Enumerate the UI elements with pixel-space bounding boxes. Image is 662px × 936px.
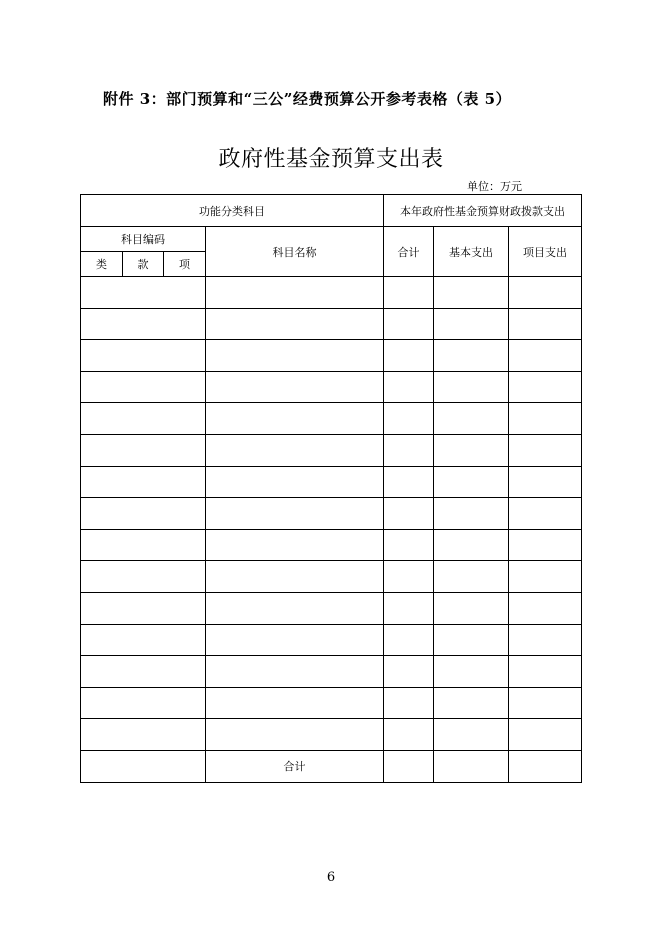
total-amount-cell xyxy=(384,624,434,656)
total-amount-header: 合计 xyxy=(384,227,434,277)
total-row xyxy=(81,750,582,782)
project-expenditure-cell xyxy=(509,561,582,593)
basic-expenditure-cell xyxy=(434,340,509,372)
code-cell xyxy=(81,498,206,530)
subject-name-cell xyxy=(206,277,384,309)
basic-expenditure-cell xyxy=(434,719,509,751)
basic-expenditure-cell xyxy=(434,403,509,435)
project-expenditure-cell xyxy=(509,277,582,309)
basic-expenditure-cell xyxy=(434,371,509,403)
project-expenditure-cell xyxy=(509,466,582,498)
total-amount-cell xyxy=(384,719,434,751)
unit-label: 单位：万元 xyxy=(467,180,522,193)
project-expenditure-cell xyxy=(509,308,582,340)
code-cell xyxy=(81,277,206,309)
total-amount-cell xyxy=(384,656,434,688)
project-expenditure-cell xyxy=(509,371,582,403)
table-row xyxy=(81,624,582,656)
total-label-cell: 合计 xyxy=(206,750,384,782)
subject-name-cell xyxy=(206,403,384,435)
project-expenditure-cell xyxy=(509,434,582,466)
table-row xyxy=(81,434,582,466)
code-cell xyxy=(81,592,206,624)
subject-name-cell xyxy=(206,529,384,561)
basic-expenditure-cell xyxy=(434,498,509,530)
subject-name-cell xyxy=(206,656,384,688)
subject-name-cell xyxy=(206,371,384,403)
total-amount-cell xyxy=(384,308,434,340)
project-expenditure-cell xyxy=(509,624,582,656)
project-expenditure-cell xyxy=(509,498,582,530)
basic-expenditure-cell xyxy=(434,529,509,561)
page-number: 6 xyxy=(326,870,336,885)
table-row xyxy=(81,277,582,309)
project-expenditure-cell xyxy=(509,719,582,751)
code-cell xyxy=(81,750,206,782)
project-expenditure-cell xyxy=(509,403,582,435)
project-expenditure-cell xyxy=(509,592,582,624)
code-cell xyxy=(81,656,206,688)
budget-table xyxy=(80,194,582,783)
basic-expenditure-cell xyxy=(434,656,509,688)
total-amount-cell xyxy=(384,498,434,530)
code-cell xyxy=(81,308,206,340)
code-cell xyxy=(81,403,206,435)
basic-expenditure-cell xyxy=(434,466,509,498)
code-cell xyxy=(81,371,206,403)
table-row xyxy=(81,719,582,751)
table-row xyxy=(81,592,582,624)
basic-expenditure-cell xyxy=(434,434,509,466)
table-row xyxy=(81,498,582,530)
subject-name-cell xyxy=(206,434,384,466)
total-amount-cell xyxy=(384,529,434,561)
subject-name-cell xyxy=(206,624,384,656)
subject-name-header: 科目名称 xyxy=(206,227,384,277)
code-cell xyxy=(81,561,206,593)
header-row-group xyxy=(81,195,582,227)
project-expenditure-cell xyxy=(509,687,582,719)
total-amount-cell xyxy=(384,340,434,372)
project-expenditure-cell xyxy=(509,750,582,782)
subject-code-header: 科目编码 xyxy=(81,227,206,252)
project-expenditure-header: 项目支出 xyxy=(509,227,582,277)
total-amount-cell xyxy=(384,561,434,593)
table-row xyxy=(81,403,582,435)
fund-expenditure-header: 本年政府性基金预算财政拨款支出 xyxy=(384,195,582,227)
basic-expenditure-cell xyxy=(434,308,509,340)
total-amount-cell xyxy=(384,750,434,782)
subject-name-cell xyxy=(206,498,384,530)
basic-expenditure-cell xyxy=(434,687,509,719)
project-expenditure-cell xyxy=(509,656,582,688)
code-cell xyxy=(81,466,206,498)
project-expenditure-cell xyxy=(509,340,582,372)
subject-name-cell xyxy=(206,466,384,498)
code-cell xyxy=(81,624,206,656)
header-row-codes xyxy=(81,227,582,252)
code-cell xyxy=(81,687,206,719)
basic-expenditure-cell xyxy=(434,750,509,782)
project-expenditure-cell xyxy=(509,529,582,561)
code-cell xyxy=(81,434,206,466)
basic-expenditure-cell xyxy=(434,624,509,656)
basic-expenditure-cell xyxy=(434,277,509,309)
code-section-header: 款 xyxy=(123,252,164,277)
total-amount-cell xyxy=(384,687,434,719)
table-row xyxy=(81,687,582,719)
table-row xyxy=(81,308,582,340)
table-row xyxy=(81,561,582,593)
code-cell xyxy=(81,340,206,372)
functional-classification-header: 功能分类科目 xyxy=(81,195,384,227)
table-row xyxy=(81,529,582,561)
subject-name-cell xyxy=(206,308,384,340)
subject-name-cell xyxy=(206,340,384,372)
subject-name-cell xyxy=(206,687,384,719)
basic-expenditure-header: 基本支出 xyxy=(434,227,509,277)
subject-name-cell xyxy=(206,561,384,593)
table-row xyxy=(81,466,582,498)
table-row xyxy=(81,371,582,403)
code-class-header: 类 xyxy=(81,252,123,277)
total-amount-cell xyxy=(384,434,434,466)
total-amount-cell xyxy=(384,403,434,435)
total-amount-cell xyxy=(384,466,434,498)
code-cell xyxy=(81,529,206,561)
attachment-heading: 附件 3：部门预算和“三公”经费预算公开参考表格（表 5） xyxy=(103,90,512,108)
table-row xyxy=(81,340,582,372)
basic-expenditure-cell xyxy=(434,592,509,624)
total-amount-cell xyxy=(384,371,434,403)
code-cell xyxy=(81,719,206,751)
document-title: 政府性基金预算支出表 xyxy=(218,147,444,172)
total-amount-cell xyxy=(384,277,434,309)
basic-expenditure-cell xyxy=(434,561,509,593)
subject-name-cell xyxy=(206,592,384,624)
total-amount-cell xyxy=(384,592,434,624)
subject-name-cell xyxy=(206,719,384,751)
table-row xyxy=(81,656,582,688)
code-item-header: 项 xyxy=(164,252,206,277)
